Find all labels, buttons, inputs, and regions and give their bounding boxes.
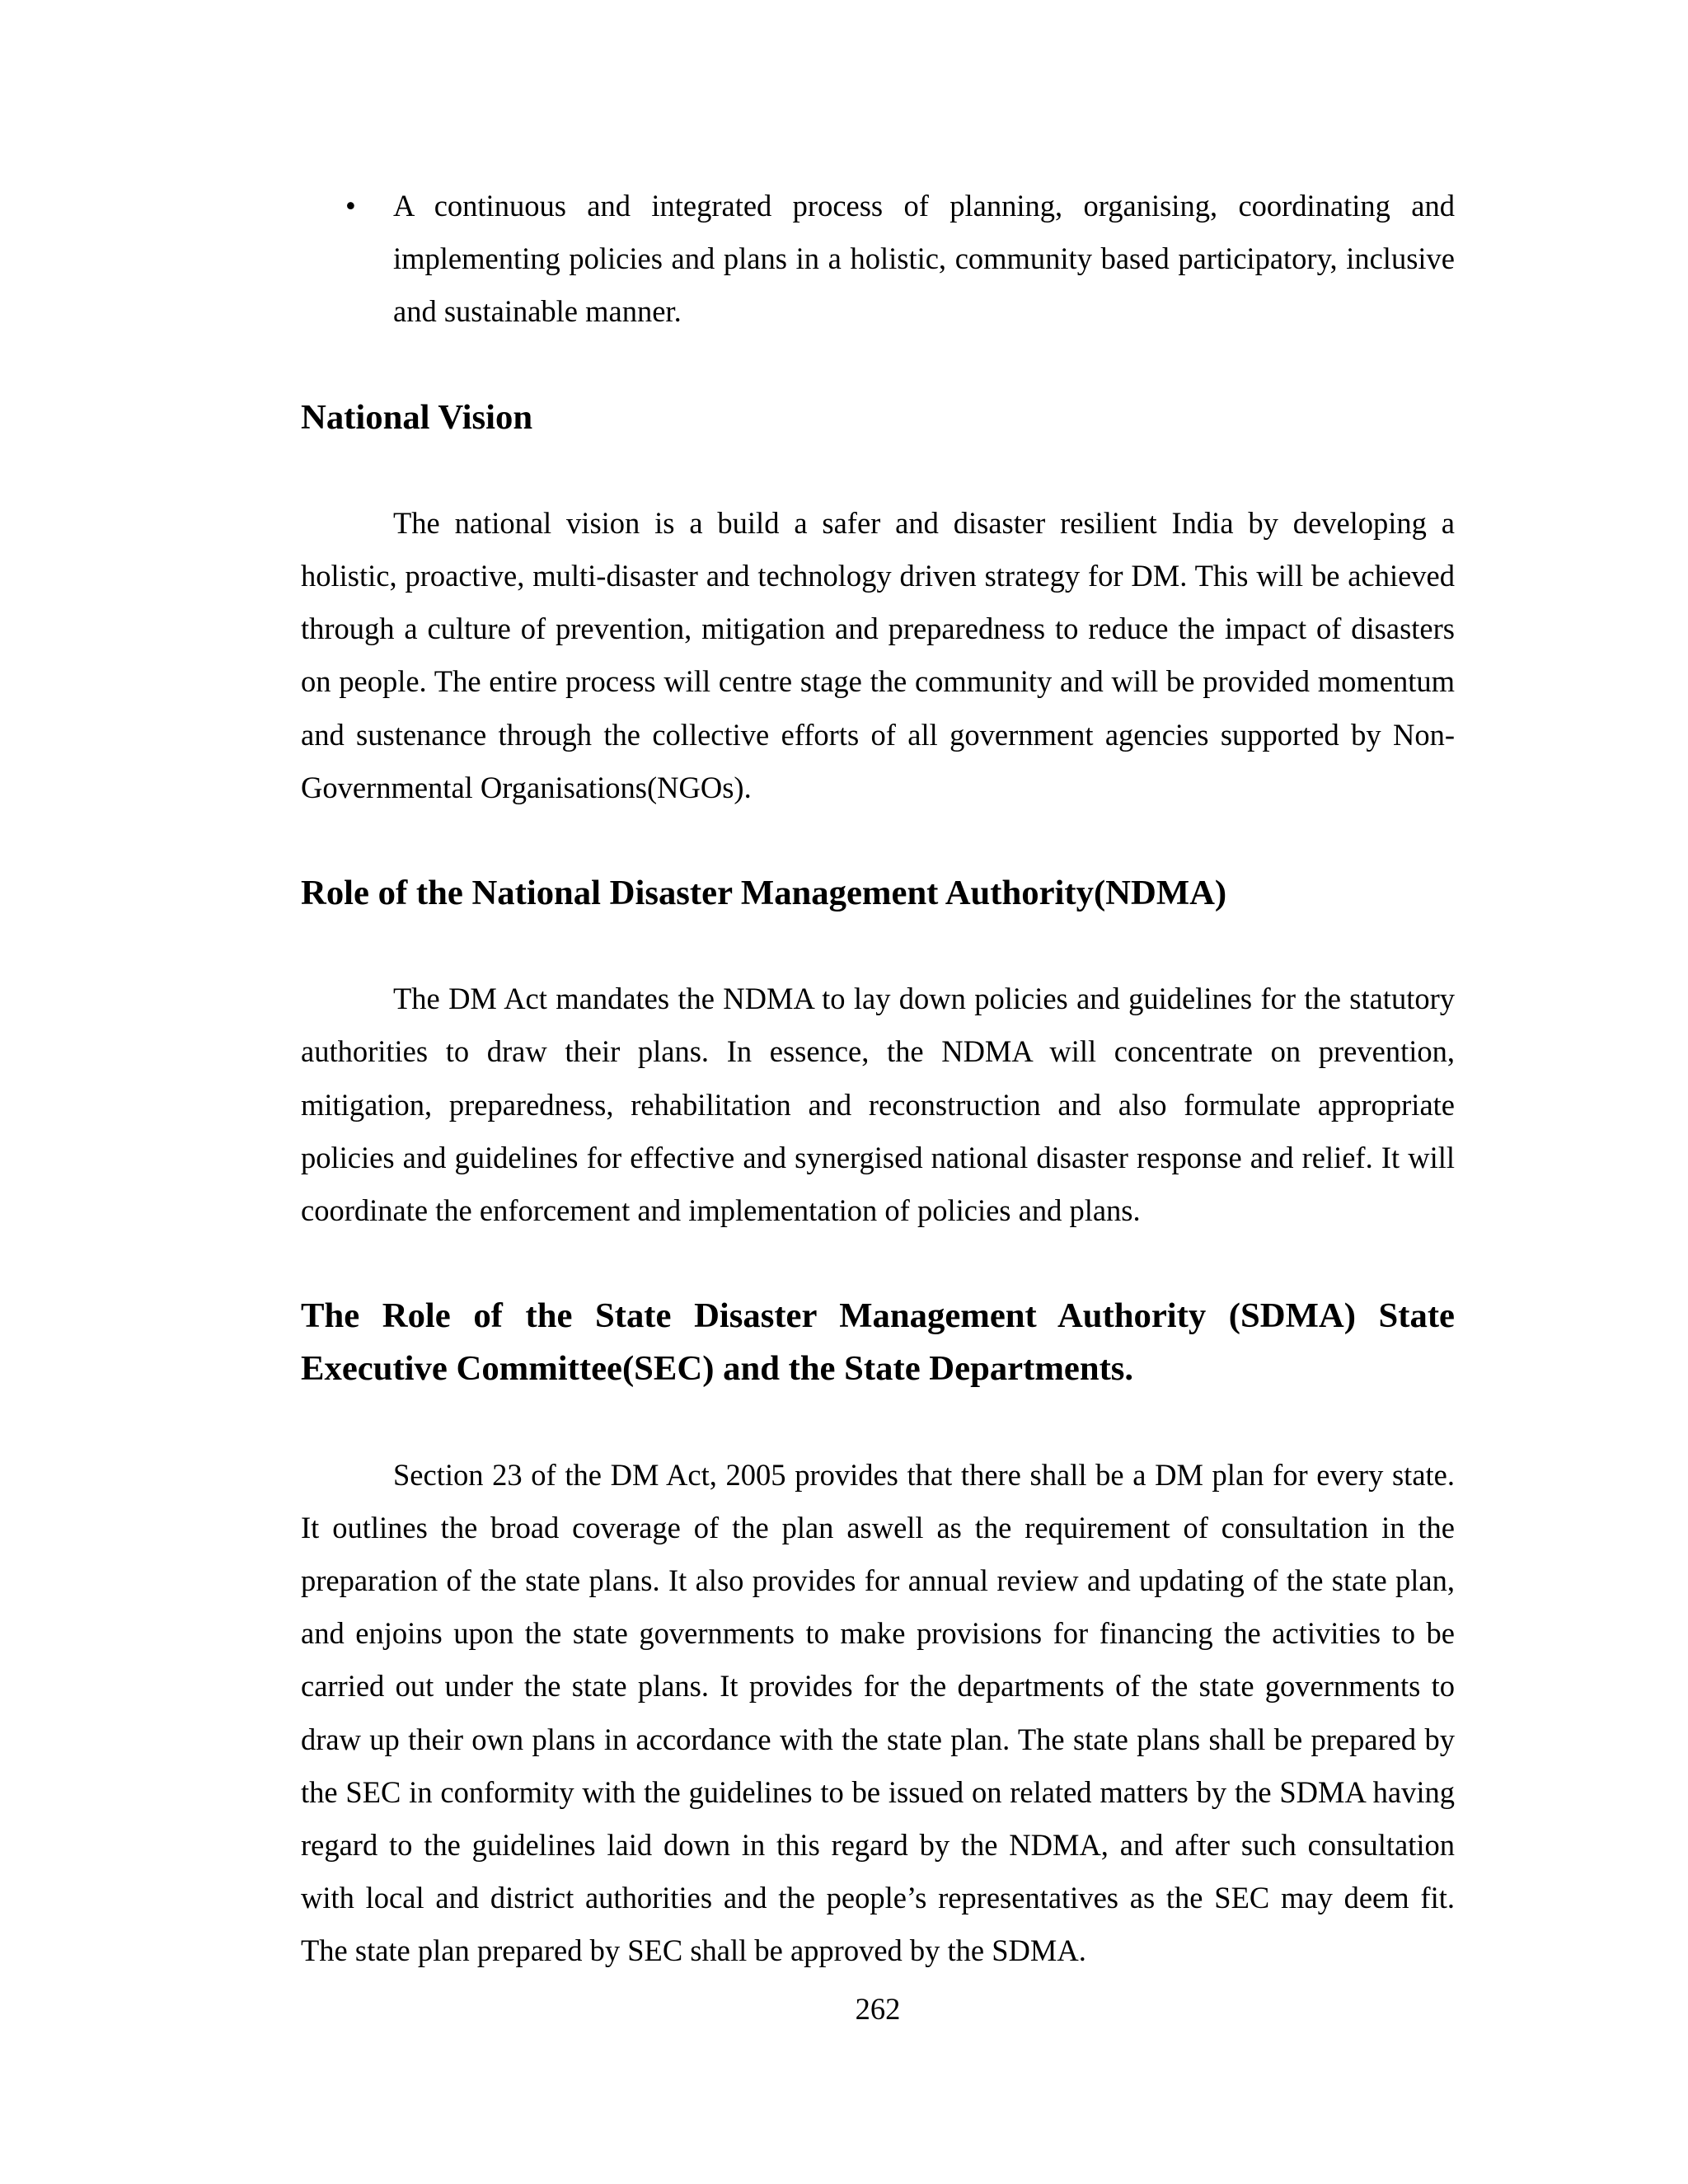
- bullet-list-item: [301, 180, 1455, 339]
- section-sdma-role: [301, 1290, 1455, 1977]
- section-heading: The Role of the State Disaster Management Authority (SDMA) State Executive Committee(SEC) and the State Departments.: [301, 1296, 1455, 1389]
- bullet-text: A continuous and integrated process of planning, organising, coordinating and implementing policies and plans in a holistic, community based participatory, inclusive and sustainable manner.: [393, 189, 1455, 329]
- page-number: 262: [855, 1992, 901, 2026]
- section-ndma-role: [301, 867, 1455, 1237]
- section-paragraph: Section 23 of the DM Act, 2005 provides that there shall be a DM plan for every state. It outlines the broad coverage of the plan aswell as the requirement of consultation in the preparation of the state plans. It also provides for annual review and updating of the state plan, and enjoins upon the state governments to make provisions for financing the activities to be carried out under the state plans. It provides for the departments of the state governments to draw up their own plans in accordance with the state plan. The state plans shall be prepared by the SEC in conformity with the guidelines to be issued on related matters by the SDMA having regard to the guidelines laid down in this regard by the NDMA, and after such consultation with local and district authorities and the people’s representatives as the SEC may deem fit. The state plan prepared by SEC shall be approved by the SDMA.: [301, 1457, 1455, 1968]
- section-heading: Role of the National Disaster Management Authority(NDMA): [301, 874, 1227, 913]
- page-body: [301, 180, 1455, 1978]
- section-national-vision: [301, 391, 1455, 814]
- section-paragraph: The national vision is a build a safer and disaster resilient India by developing a holistic, proactive, multi-disaster and technology driven strategy for DM. This will be achieved through a culture of prevention, mitigation and preparedness to reduce the impact of disasters on people. The entire process will centre stage the community and will be provided momentum and sustenance through the collective efforts of all government agencies supported by Non-Governmental Organisations(NGOs).: [301, 505, 1455, 804]
- bullet-icon: •: [345, 189, 356, 223]
- section-heading: National Vision: [301, 397, 533, 437]
- section-paragraph: The DM Act mandates the NDMA to lay down policies and guidelines for the statutory authorities to draw their plans. In essence, the NDMA will concentrate on prevention, mitigation, preparedness, rehabilitation and reconstruction and also formulate appropriate policies and guidelines for effective and synergised national disaster response and relief. It will coordinate the enforcement and implementation of policies and plans.: [301, 982, 1455, 1228]
